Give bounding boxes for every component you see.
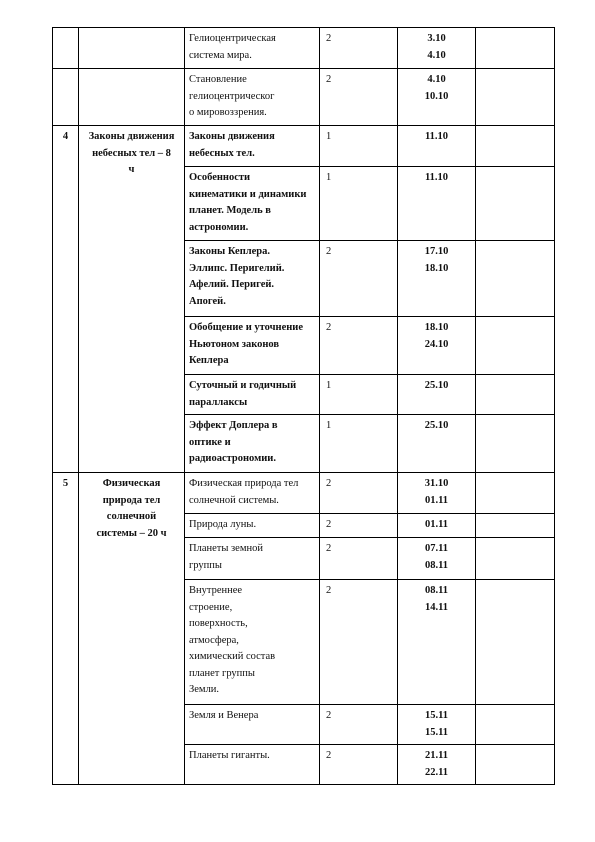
topic-line: кинематики и динамики: [189, 188, 307, 200]
hours-cell: 1: [320, 375, 398, 415]
notes-cell: [476, 415, 555, 473]
notes-cell: [476, 69, 555, 126]
topic-line: группы: [189, 559, 222, 571]
dates-cell: [398, 375, 476, 415]
number-cell: [53, 28, 79, 69]
section-title-line: Физическая: [102, 478, 161, 489]
topic-line: Природа луны.: [189, 519, 257, 530]
topic-line: Ньютоном законов: [189, 338, 280, 350]
table-body: [53, 28, 555, 785]
section-title-line: природа тел: [102, 494, 161, 506]
date-line: 22.11: [424, 766, 449, 778]
topic-line: Земли.: [189, 684, 220, 695]
date-line: 25.10: [424, 420, 449, 431]
notes-cell: [476, 580, 555, 705]
topic-line: Эффект Доплера в: [189, 420, 278, 431]
topic-line: Эллипс. Перигелий.: [189, 262, 285, 274]
topic-line: небесных тел.: [189, 147, 255, 159]
hours-cell: 2: [320, 317, 398, 375]
notes-cell: [476, 705, 555, 745]
section-title-line: ч: [128, 164, 135, 175]
topic-cell: [185, 580, 320, 705]
topic-line: планет группы: [189, 667, 255, 679]
topic-line: Планеты гиганты.: [189, 750, 270, 761]
section-cell: [79, 69, 185, 126]
hours-cell: 2: [320, 241, 398, 317]
topic-line: о мировоззрения.: [189, 107, 267, 118]
dates-cell: [398, 126, 476, 167]
topic-line: Законы движения: [189, 131, 275, 142]
topic-cell: [185, 745, 320, 785]
date-line: 08.11: [424, 585, 449, 596]
table-row: [53, 69, 555, 126]
date-line: 01.11: [424, 519, 449, 530]
topic-cell: [185, 317, 320, 375]
date-line: 08.11: [424, 559, 449, 571]
section-title-line: солнечной: [106, 511, 157, 522]
number-cell: [53, 69, 79, 126]
notes-cell: [476, 375, 555, 415]
section-title: [79, 473, 185, 785]
topic-line: Земля и Венера: [189, 710, 259, 721]
section-cell: [79, 28, 185, 69]
topic-line: строение,: [189, 601, 233, 613]
notes-cell: [476, 473, 555, 514]
hours-cell: 2: [320, 705, 398, 745]
date-line: 18.10: [424, 262, 449, 274]
lesson-plan-table: [52, 27, 555, 785]
hours-cell: 1: [320, 126, 398, 167]
section-number: 4: [53, 126, 79, 473]
table-row: [53, 126, 555, 167]
topic-cell: [185, 705, 320, 745]
hours-cell: 2: [320, 69, 398, 126]
table-row: [53, 28, 555, 69]
date-line: 17.10: [424, 246, 449, 257]
dates-cell: [398, 167, 476, 241]
notes-cell: [476, 241, 555, 317]
topic-cell: [185, 28, 320, 69]
date-line: 10.10: [424, 90, 449, 102]
topic-cell: [185, 126, 320, 167]
topic-line: химический состав: [189, 651, 276, 662]
table-row: [53, 473, 555, 514]
topic-line: Законы Кеплера.: [189, 246, 271, 257]
date-line: 11.10: [424, 131, 449, 142]
date-line: 14.11: [424, 601, 449, 613]
topic-line: система мира.: [189, 49, 252, 61]
topic-line: Физическая природа тел: [189, 478, 299, 489]
topic-line: солнечной системы.: [189, 494, 279, 506]
topic-line: поверхность,: [189, 618, 248, 629]
topic-cell: [185, 473, 320, 514]
hours-cell: 2: [320, 28, 398, 69]
dates-cell: [398, 241, 476, 317]
hours-cell: 1: [320, 415, 398, 473]
topic-line: Становление: [189, 74, 247, 85]
dates-cell: [398, 580, 476, 705]
topic-line: Особенности: [189, 172, 251, 183]
topic-line: астрономии.: [189, 221, 249, 233]
notes-cell: [476, 28, 555, 69]
date-line: 15.11: [424, 726, 449, 738]
dates-cell: [398, 69, 476, 126]
topic-cell: [185, 514, 320, 538]
date-line: 18.10: [424, 322, 449, 333]
notes-cell: [476, 514, 555, 538]
topic-cell: [185, 69, 320, 126]
notes-cell: [476, 745, 555, 785]
hours-cell: 2: [320, 514, 398, 538]
date-line: 01.11: [424, 494, 449, 506]
dates-cell: [398, 538, 476, 580]
topic-line: Суточный и годичный: [189, 380, 297, 391]
topic-cell: [185, 167, 320, 241]
hours-cell: 1: [320, 167, 398, 241]
topic-line: параллаксы: [189, 396, 248, 408]
notes-cell: [476, 317, 555, 375]
section-title: [79, 126, 185, 473]
date-line: 4.10: [427, 49, 446, 61]
topic-line: Гелиоцентрическая: [189, 33, 276, 44]
topic-line: Обобщение и уточнение: [189, 322, 304, 333]
topic-line: Планеты земной: [189, 543, 263, 554]
topic-line: Внутреннее: [189, 585, 243, 596]
hours-cell: 2: [320, 538, 398, 580]
section-title-line: системы – 20 ч: [96, 527, 167, 539]
dates-cell: [398, 415, 476, 473]
topic-cell: [185, 538, 320, 580]
notes-cell: [476, 538, 555, 580]
date-line: 3.10: [427, 33, 446, 44]
topic-line: оптике и: [189, 436, 231, 448]
section-number: 5: [53, 473, 79, 785]
topic-cell: [185, 415, 320, 473]
dates-cell: [398, 317, 476, 375]
topic-line: атмосфера,: [189, 634, 239, 646]
topic-line: Апогей.: [189, 295, 226, 307]
hours-cell: 2: [320, 473, 398, 514]
topic-line: Афелий. Перигей.: [189, 279, 275, 290]
date-line: 31.10: [424, 478, 449, 489]
date-line: 11.10: [424, 172, 449, 183]
date-line: 21.11: [424, 750, 449, 761]
section-title-line: небесных тел – 8: [92, 147, 171, 159]
date-line: 4.10: [427, 74, 446, 85]
topic-line: радиоастрономии.: [189, 453, 276, 464]
date-line: 07.11: [424, 543, 449, 554]
topic-line: планет. Модель в: [189, 205, 271, 216]
hours-cell: 2: [320, 745, 398, 785]
topic-line: Кеплера: [189, 355, 229, 366]
notes-cell: [476, 126, 555, 167]
dates-cell: [398, 28, 476, 69]
topic-line: гелиоцентрическог: [189, 90, 275, 102]
hours-cell: 2: [320, 580, 398, 705]
topic-cell: [185, 241, 320, 317]
section-title-line: Законы движения: [88, 131, 175, 142]
dates-cell: [398, 745, 476, 785]
dates-cell: [398, 473, 476, 514]
notes-cell: [476, 167, 555, 241]
date-line: 15.11: [424, 710, 449, 721]
topic-cell: [185, 375, 320, 415]
dates-cell: [398, 514, 476, 538]
dates-cell: [398, 705, 476, 745]
date-line: 25.10: [424, 380, 449, 391]
date-line: 24.10: [424, 338, 449, 350]
